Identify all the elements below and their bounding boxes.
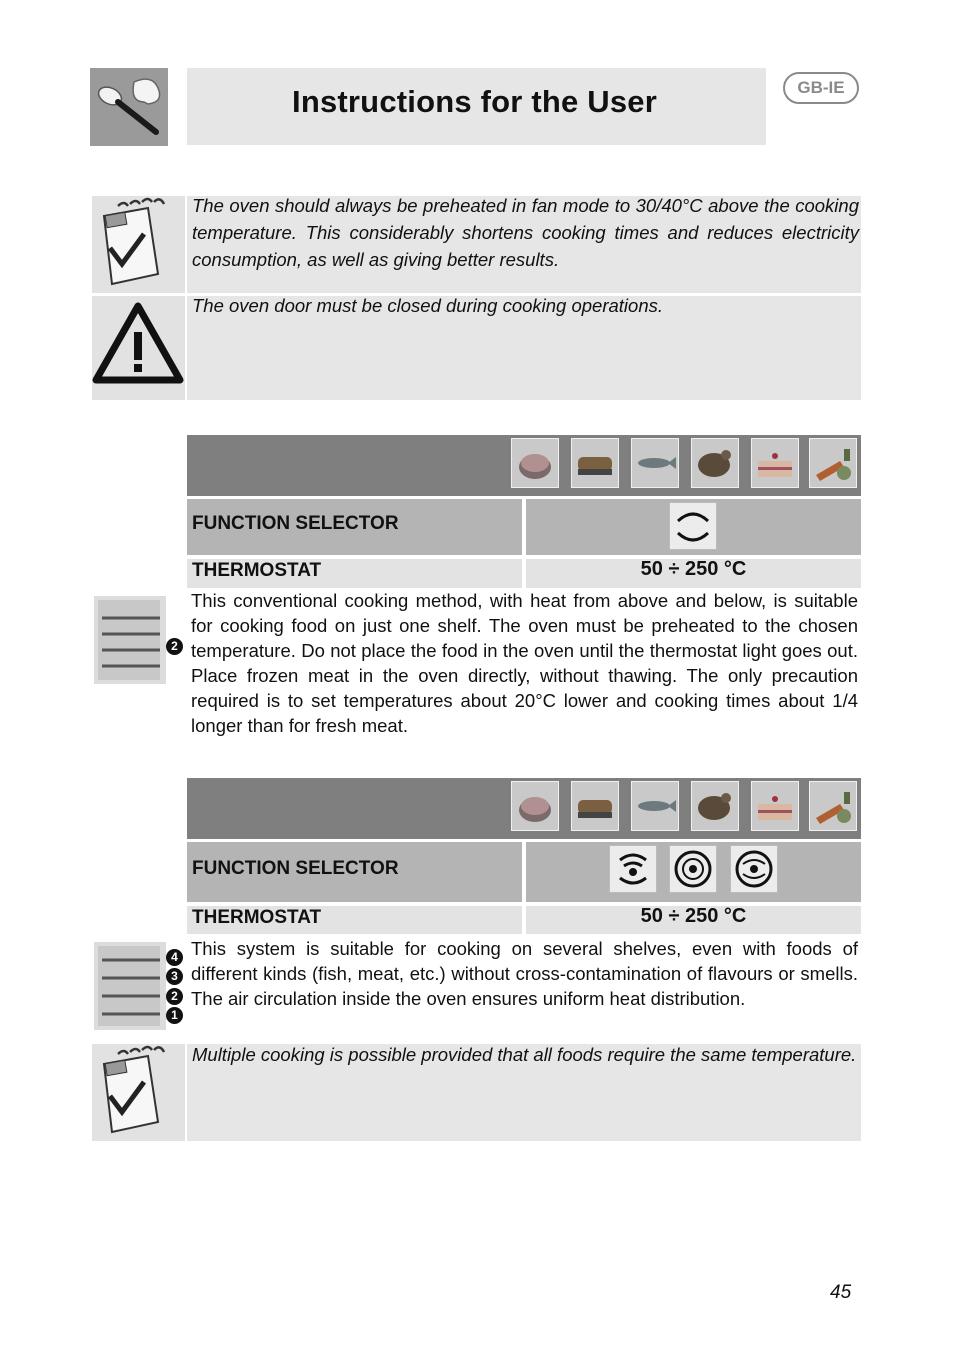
warning-triangle-icon bbox=[92, 296, 185, 400]
region-badge: GB-IE bbox=[783, 72, 859, 104]
fan-circular-heat-icon[interactable] bbox=[669, 845, 717, 893]
shelf-number-badge: 2 bbox=[166, 988, 183, 1005]
fan-grill-icon[interactable] bbox=[730, 845, 778, 893]
fan-assisted-icon[interactable] bbox=[609, 845, 657, 893]
thermostat-label: THERMOSTAT bbox=[192, 560, 322, 581]
roast-chicken-icon bbox=[691, 438, 739, 488]
bread-icon bbox=[571, 438, 619, 488]
shelf-number-badge: 2 bbox=[166, 638, 183, 655]
vegetables-icon bbox=[809, 781, 857, 831]
note-text: Multiple cooking is possible provided that all foods require the same temperature. bbox=[192, 1044, 857, 1065]
notepad-check-icon bbox=[92, 196, 185, 293]
cake-icon bbox=[751, 781, 799, 831]
roast-meat-icon bbox=[511, 438, 559, 488]
fish-icon bbox=[631, 781, 679, 831]
note-text: The oven door must be closed during cooking operations. bbox=[192, 295, 664, 316]
spoon-and-chef-hat-icon bbox=[90, 68, 168, 146]
vegetables-icon bbox=[809, 438, 857, 488]
notepad-check-icon bbox=[92, 1044, 185, 1141]
thermostat-temperature: 50 ÷ 250 °C bbox=[640, 905, 747, 927]
function-selector-label: FUNCTION SELECTOR bbox=[192, 858, 399, 879]
thermostat-label: THERMOSTAT bbox=[192, 907, 322, 928]
oven-shelf-2-icon bbox=[94, 596, 166, 684]
shelf-number-badge: 1 bbox=[166, 1007, 183, 1024]
shelf-number-badge: 3 bbox=[166, 968, 183, 985]
cake-icon bbox=[751, 438, 799, 488]
roast-meat-icon bbox=[511, 781, 559, 831]
function-description: This conventional cooking method, with heat from above and below, is suitable for cooking food on just one shelf. The oven must be preheated to the chosen temperature. Do not place the food in the oven until the thermostat light goes out. Place frozen meat in the oven directly, without thawing. The only precaution required is to set temperatures about 20°C lower and cooking times about 1/4 longer than for fresh meat. bbox=[191, 590, 858, 736]
oven-shelf-1-4-icon bbox=[94, 942, 166, 1030]
shelf-number-badge: 4 bbox=[166, 949, 183, 966]
function-selector-label: FUNCTION SELECTOR bbox=[192, 513, 399, 534]
top-bottom-heat-icon[interactable] bbox=[669, 502, 717, 550]
fish-icon bbox=[631, 438, 679, 488]
thermostat-temperature: 50 ÷ 250 °C bbox=[640, 558, 747, 580]
note-text: The oven should always be preheated in fan mode to 30/40°C above the cooking temperature. This considerably shortens cooking times and reduces electricity consumption, as well as giving better results. bbox=[192, 195, 859, 270]
function-description: This system is suitable for cooking on several shelves, even with foods of different kinds (fish, meat, etc.) without cross-contamination of flavours or smells. The air circulation inside the oven ensures uniform heat distribution. bbox=[191, 938, 858, 1009]
page-number: 45 bbox=[830, 1282, 852, 1303]
roast-chicken-icon bbox=[691, 781, 739, 831]
page-title: Instructions for the User bbox=[292, 84, 657, 119]
bread-icon bbox=[571, 781, 619, 831]
